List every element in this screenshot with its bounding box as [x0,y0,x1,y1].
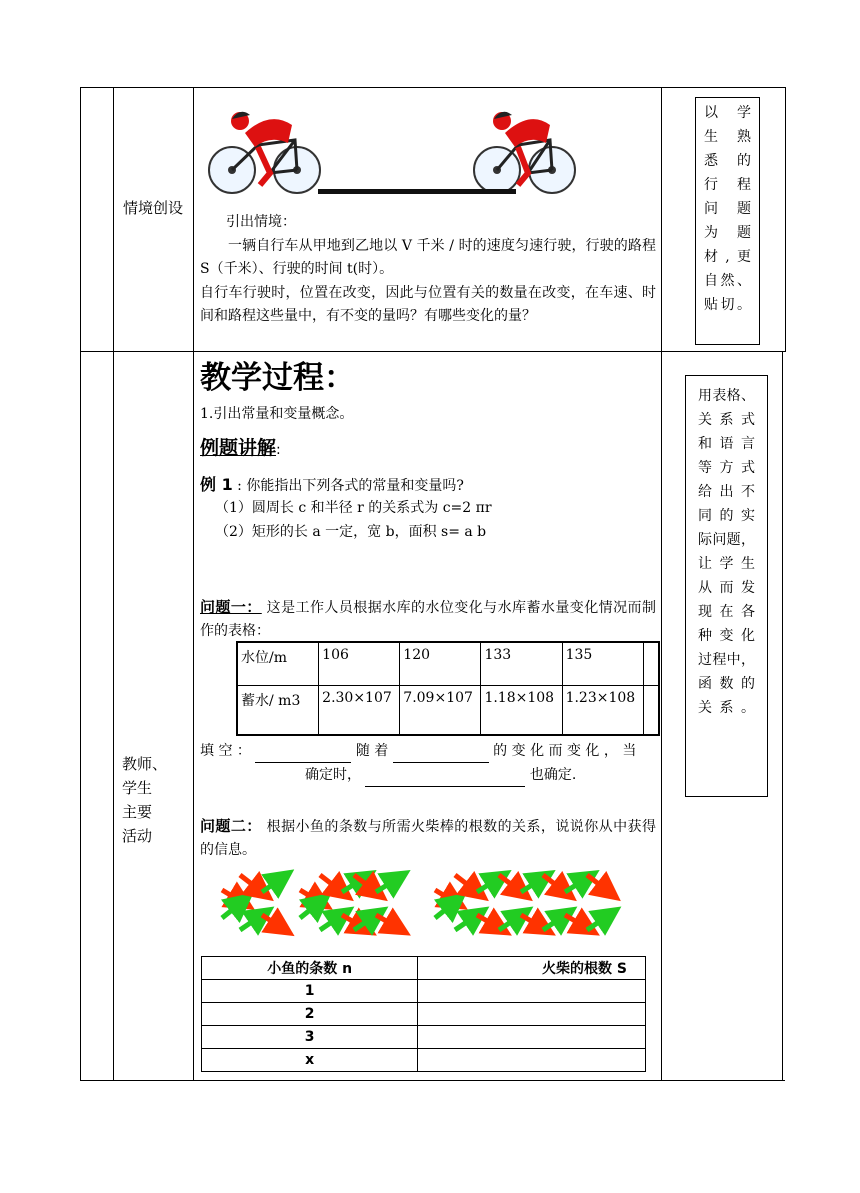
matchstick-fish-illustration [210,860,630,945]
question-2: 问题二： 根据小鱼的条数与所需火柴棒的根数的关系，说说你从中获得的信息。 [200,817,656,858]
table-row: 1 [202,980,646,1003]
table-row: 2 [202,1003,646,1026]
fill-in-line-2: 确定时， 也确定. [305,764,576,787]
example-1-a: （1）圆周长 c 和半径 r 的关系式为 c=2 πr [215,500,492,516]
column-divider-3 [661,87,662,1081]
fish-3-icon [435,875,609,930]
question-1: 问题一： 这是工作人员根据水库的水位变化与水库蓄水量变化情况而制作的表格： [200,598,656,639]
intro-paragraph-2: 自行车行驶时，位置在改变，因此与位置有关的数量在改变，在车速、时间和路程这些量中，有不变的量吗？有哪些变化的量？ [200,285,656,324]
table-row: 蓄水/ m3 2.30×107 7.09×107 1.18×108 1.23×108 [237,685,659,735]
row2-side-note: 用表格、 关 系 式 和 语 言 等 方 式 给 出 不 同 的 实 际问题， 让 学 生 从 而 发 现 在 各 种 变 化 过程中， 函 数 的 关系。 [685,375,768,797]
section-heading: 教学过程： [200,360,355,396]
table-row: 水位/m 106 120 133 135 [237,642,659,685]
fish-2-icon [300,875,398,930]
item-1: 1.引出常量和变量概念。 [200,406,354,422]
road-line [318,189,516,194]
table-left-border [80,87,81,1081]
row2-label: 教师、 学生 主要 活动 [122,755,168,845]
fish-matchstick-table [201,956,646,1072]
row1-side-note: 以 学 生 熟 悉 的 行 程 问 题 为 题 材,更 自然、 贴切。 [695,97,760,345]
cyclist-left-icon [209,112,320,193]
row1-label: 情境创设 [122,199,183,217]
table-row: 3 [202,1026,646,1049]
cyclist-right-icon [474,112,575,193]
water-level-table [236,641,660,736]
blank-3[interactable] [365,786,525,787]
blank-1[interactable] [255,762,351,763]
table-right-border-top [785,87,786,352]
fill-in-line-1: 填 空 ： 随 着 的 变 化 而 变 化 ， 当 [200,740,656,763]
row-divider [80,351,785,352]
intro-paragraph-1: 一辆自行车从甲地到乙地以 V 千米 / 时的速度匀速行驶，行驶的路程 S（千米）、行驶的时间 t(时）。 [200,238,656,277]
example-heading: 例题讲解: [200,437,281,459]
table-bottom-border [80,1080,785,1081]
table-row: 小鱼的条数 n 火柴的根数 S [202,957,646,980]
intro-title: 引出情境： [226,214,296,230]
table-row: x [202,1049,646,1072]
table-top-border [80,87,785,88]
example-1: 例 1 : 你能指出下列各式的常量和变量吗? [200,475,464,494]
blank-2[interactable] [393,762,489,763]
table-right-border-bottom [782,351,783,1081]
column-divider-1 [113,87,114,1081]
example-1-b: （2）矩形的长 a 一定，宽 b，面积 s= a b [215,524,487,540]
column-divider-2 [193,87,194,1081]
fish-1-icon [222,875,282,930]
cyclist-illustration [200,95,590,200]
